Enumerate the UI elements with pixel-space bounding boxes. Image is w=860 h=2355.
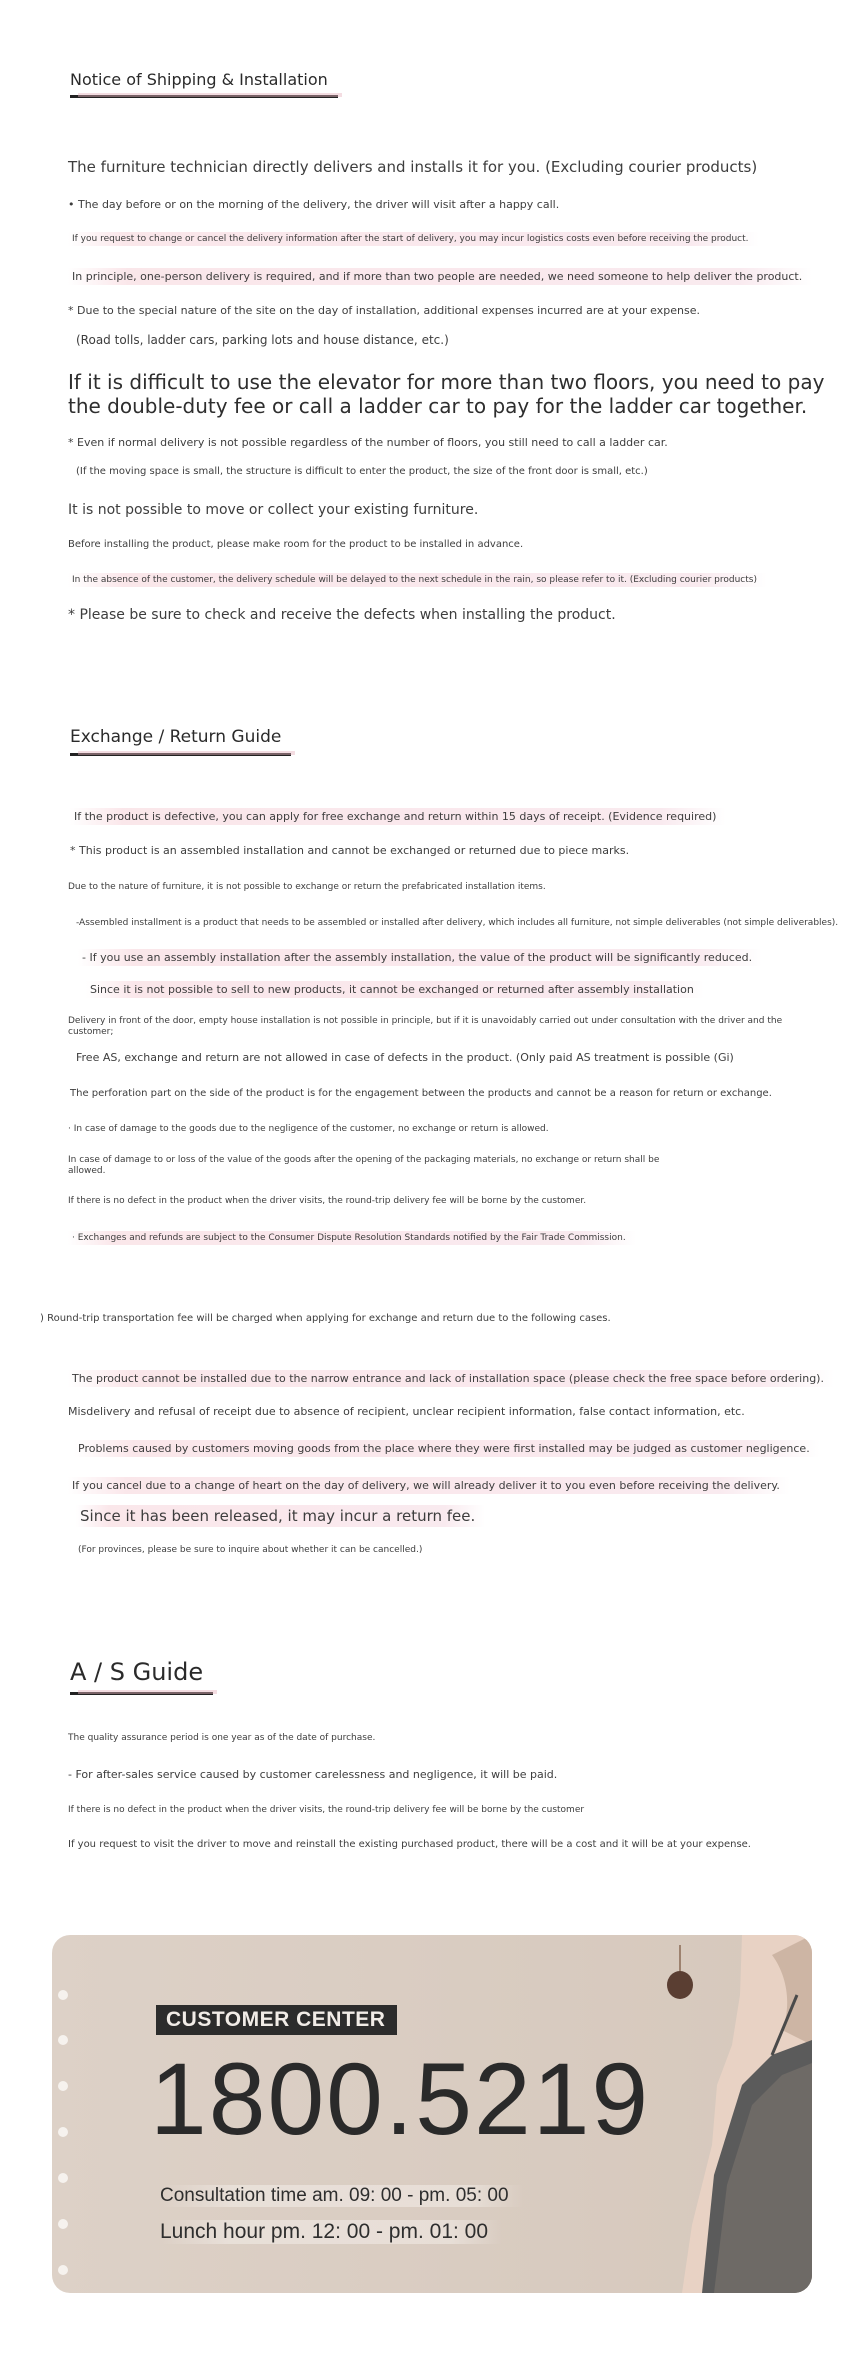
exchange-line: * This product is an assembled installation and cannot be exchanged or returned due to piece marks. <box>70 844 630 857</box>
exchange-line: - If you use an assembly installation after the assembly installation, the value of the product will be significantly reduced. <box>78 949 762 966</box>
shipping-line: In the absence of the customer, the delivery schedule will be delayed to the next schedule in the rain, so please refer to it. (Excluding courier products) <box>68 573 767 587</box>
shipping-line: Before installing the product, please make room for the product to be installed in advance. <box>68 539 524 550</box>
exchange-line: If there is no defect in the product when the driver visits, the round-trip delivery fee will be borne by the customer. <box>68 1196 587 1206</box>
binder-hole <box>58 2035 68 2045</box>
case-item: Since it has been released, it may incur a return fee. <box>76 1505 485 1527</box>
shipping-line: (Road tolls, ladder cars, parking lots and house distance, etc.) <box>76 333 449 347</box>
model-photo-illustration <box>622 1935 812 2293</box>
shipping-headline: If it is difficult to use the elevator for more than two floors, you need to pay <box>68 370 825 394</box>
binder-hole <box>58 2127 68 2137</box>
shipping-line: (If the moving space is small, the structure is difficult to enter the product, the size of the front door is small, etc.) <box>76 466 648 477</box>
binder-hole <box>58 1990 68 2000</box>
as-line: - For after-sales service caused by customer carelessness and negligence, it will be paid. <box>68 1768 558 1781</box>
case-item: The product cannot be installed due to the narrow entrance and lack of installation space (please check the free space before ordering). <box>68 1370 834 1387</box>
exchange-line: allowed. <box>68 1166 106 1176</box>
shipping-title: Notice of Shipping & Installation <box>70 70 328 95</box>
exchange-line: The perforation part on the side of the product is for the engagement between the products and cannot be a reason for return or exchange. <box>70 1088 772 1099</box>
binder-hole <box>58 2173 68 2183</box>
shipping-line: * Please be sure to check and receive the defects when installing the product. <box>68 607 616 623</box>
customer-center-label: CUSTOMER CENTER <box>156 2005 397 2035</box>
customer-center-banner <box>52 1935 812 2293</box>
as-line: The quality assurance period is one year as of the date of purchase. <box>68 1733 376 1743</box>
consultation-hours: Consultation time am. 09: 00 - pm. 05: 00 <box>160 2185 523 2207</box>
case-item: Misdelivery and refusal of receipt due to absence of recipient, unclear recipient information, false contact information, etc. <box>68 1405 745 1418</box>
shipping-line: In principle, one-person delivery is required, and if more than two people are needed, we need someone to help deliver the product. <box>68 268 812 285</box>
exchange-line: Free AS, exchange and return are not allowed in case of defects in the product. (Only paid AS treatment is possible (Gi) <box>76 1051 734 1064</box>
exchange-line: Since it is not possible to sell to new products, it cannot be exchanged or returned after assembly installation <box>86 981 704 998</box>
exchange-line: · In case of damage to the goods due to the negligence of the customer, no exchange or return is allowed. <box>68 1124 549 1134</box>
exchange-line: · Exchanges and refunds are subject to the Consumer Dispute Resolution Standards notified by the Fair Trade Commission. <box>68 1231 636 1245</box>
as-line: If you request to visit the driver to move and reinstall the existing purchased product, there will be a cost and it will be at your expense. <box>68 1839 751 1850</box>
exchange-line: customer; <box>68 1027 114 1037</box>
shipping-line: * Even if normal delivery is not possible regardless of the number of floors, you still need to call a ladder car. <box>68 436 668 449</box>
lunch-hours: Lunch hour pm. 12: 00 - pm. 01: 00 <box>160 2220 502 2244</box>
binder-hole <box>58 2081 68 2091</box>
case-item: Problems caused by customers moving goods from the place where they were first installed may be judged as customer negligence. <box>74 1440 820 1457</box>
exchange-line: In case of damage to or loss of the value of the goods after the opening of the packaging materials, no exchange or return shall be <box>68 1155 660 1165</box>
roundtrip-heading: ) Round-trip transportation fee will be charged when applying for exchange and return due to the following cases. <box>40 1313 611 1324</box>
binder-hole <box>58 2219 68 2229</box>
exchange-title: Exchange / Return Guide <box>70 727 281 753</box>
exchange-line: Due to the nature of furniture, it is not possible to exchange or return the prefabricated installation items. <box>68 882 546 892</box>
case-item: If you cancel due to a change of heart on the day of delivery, we will already deliver it to you even before receiving the delivery. <box>68 1477 790 1494</box>
shipping-line: If you request to change or cancel the delivery information after the start of delivery, you may incur logistics costs even before receiving the product. <box>68 232 759 246</box>
shipping-headline: the double-duty fee or call a ladder car to pay for the ladder car together. <box>68 394 808 418</box>
shipping-line: The furniture technician directly delivers and installs it for you. (Excluding courier products) <box>68 158 758 176</box>
case-item: (For provinces, please be sure to inquire about whether it can be cancelled.) <box>78 1545 423 1555</box>
shipping-line: • The day before or on the morning of the delivery, the driver will visit after a happy call. <box>68 198 560 211</box>
shipping-line: * Due to the special nature of the site on the day of installation, additional expenses incurred are at your expense. <box>68 304 700 317</box>
as-title: A / S Guide <box>70 1658 203 1692</box>
exchange-line: Delivery in front of the door, empty house installation is not possible in principle, but if it is unavoidably carried out under consultation with the driver and the <box>68 1016 783 1026</box>
binder-hole <box>58 2265 68 2275</box>
phone-number[interactable]: 1800.5219 <box>150 2042 651 2156</box>
as-line: If there is no defect in the product when the driver visits, the round-trip delivery fee will be borne by the customer <box>68 1805 585 1815</box>
exchange-line: -Assembled installment is a product that needs to be assembled or installed after delivery, which includes all furniture, not simple deliverables (not simple deliverables). <box>76 918 839 928</box>
shipping-line: It is not possible to move or collect your existing furniture. <box>68 502 479 518</box>
exchange-line: If the product is defective, you can apply for free exchange and return within 15 days of receipt. (Evidence required) <box>70 808 726 825</box>
